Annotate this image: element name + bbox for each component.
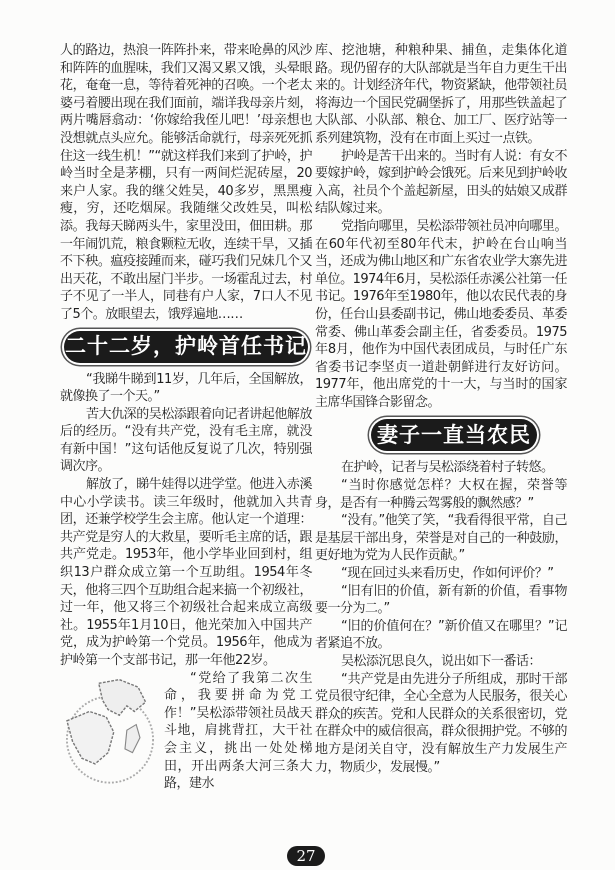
paragraph: “现在回过头来看历史，作如何评价？” <box>341 566 554 582</box>
map-illustration-icon <box>60 674 160 792</box>
left-column <box>60 42 312 793</box>
paragraph: 护岭是苦干出来的。当时有人说：有女不要嫁护岭，嫁到护岭会饿死。后来见到护岭收入高，社员个个盖起新屋，田头的姑娘又成群结队嫁过来。 <box>315 148 567 217</box>
section-heading <box>64 331 308 363</box>
section-heading-text: 妻子一直当农民 <box>377 422 531 447</box>
paragraph: 吴松添沉思良久，说出如下一番话： <box>341 654 542 669</box>
paragraph: 解放了，睇牛娃得以进学堂。他进入赤溪中心小学读书。读三年级时，他就加入共青团，还兼学校学生会主席。他认定一个道理：共产党是穷人的大救星，要听毛主席的话，跟共产党走。1953年，他小学毕业回到村，组织13户群众成立第一个互助组。1954年冬天，他将三四个互助组合起来搞一个初级社，过一年，他又将三个初级社合起来成立高级社。1955年1月10日，他光荣加入中国共产党，成为护岭第一个党员。1956年，他成为护岭第一个支部书记，那一年他22岁。 <box>60 477 312 668</box>
paragraph: “旧的价值何在？”新价值又在哪里？”记者紧追不放。 <box>315 618 567 652</box>
paragraph: 党指向哪里，吴松添带领社员冲向哪里。在60年代初至80年代末，护岭在台山响当当，还成为佛山地区和广东省农业学大寨先进单位。1974年6月，吴松添任赤溪公社第一任书记。1976年至1980年，他以农民代表的身份，任台山县委副书记，佛山地委委员、革委常委、佛山革委会副主任，省委委员。1975年8月，他作为中国代表团成员，与时任广东省委书记李坚贞一道赴朝鲜进行友好访问。1977年，他出席党的十一大，与当时的国家主席华国锋合影留念。 <box>315 218 567 410</box>
paragraph: “我睇牛睇到11岁，几年后，全国解放，就像换了一个天。” <box>60 371 312 405</box>
paragraph: “当时你感觉怎样？大权在握，荣誉等身，是否有一种腾云驾雾般的飘然感？” <box>315 478 567 511</box>
section-heading <box>371 419 537 451</box>
page-number: 27 <box>287 846 325 866</box>
paragraph: “共产党是由先进分子所组成，那时干部党员很守纪律，全心全意为人民服务，很关心群众的疾苦。党和人民群众的关系很密切，党在群众中的威信很高，群众很拥护党。不够的地方是闭关自守，没有解放生产力发展生产力，物质少，发展慢。” <box>315 671 567 775</box>
right-column <box>315 42 567 776</box>
section-heading-text: 二十二岁，护岭首任书记 <box>65 333 307 358</box>
paragraph: “没有。”他笑了笑，“我看得很平常，自己是基层干部出身，荣誉是对自己的一种鼓励，更好地为党为人民作贡献。” <box>315 513 567 564</box>
paragraph: 库、挖池塘，种粮种果、捕鱼，走集体化道路。现仍留存的大队部就是当年自力更生干出来的。计划经济年代，物资紧缺，他带领社员将海边一个国民党碉堡拆了，用那些铁盖起了大队部、小队部、粮仓、加工厂、医疗站等一系列建筑物，没有在市面上买过一点铁。 <box>315 43 567 146</box>
paragraph: 苦大仇深的吴松添跟着向记者讲起他解放后的经历。“没有共产党，没有毛主席，就没有新中国！”这句话他反复说了几次，特别强调次序。 <box>60 406 312 475</box>
paragraph: “党给了我第二次生命，我要拼命为党工作！”吴松添带领社员战天斗地，肩挑背扛，大干社会主义，挑出一处处梯田，开出两条大河三条大路，建水 <box>164 670 312 792</box>
paragraph: 人的路边，热浪一阵阵扑来，带来呛鼻的风沙和阵阵的血腥味，我们又渴又累又饿，头晕眼花，奄奄一息，等待着死神的召唤。一个老太婆弓着腰出现在我们面前，端详我母亲片刻，两片嘴唇翕动：‘你嫁给我侄儿吧！’母亲想也没想就点头应允。能够活命就行，母亲死死抓住这一线生机！”“就这样我们来到了护岭，护岭当时全是茅棚，只有一两间烂泥砖屋，20来户人家。我的继父姓吴，40多岁，黑黑瘦瘦，穷，还吃烟屎。我随继父改姓吴，叫松添。我每天睇两头牛，家里没田，佃田耕。那一年闹饥荒，粮食颗粒无收，连续干旱，又插不下秧。瘟疫接踵而来，碰巧我们兄妹几个又出天花，不敢出屋门半步。一场霍乱过去，村子不见了一半人，同巷有户人家，7口人不见了5个。放眼望去，饿殍遍地…… <box>60 43 312 322</box>
paragraph: “旧有旧的价值，新有新的价值，看事物要一分为二。” <box>315 583 567 617</box>
paragraph: 在护岭，记者与吴松添绕着村子转悠。 <box>341 460 554 476</box>
